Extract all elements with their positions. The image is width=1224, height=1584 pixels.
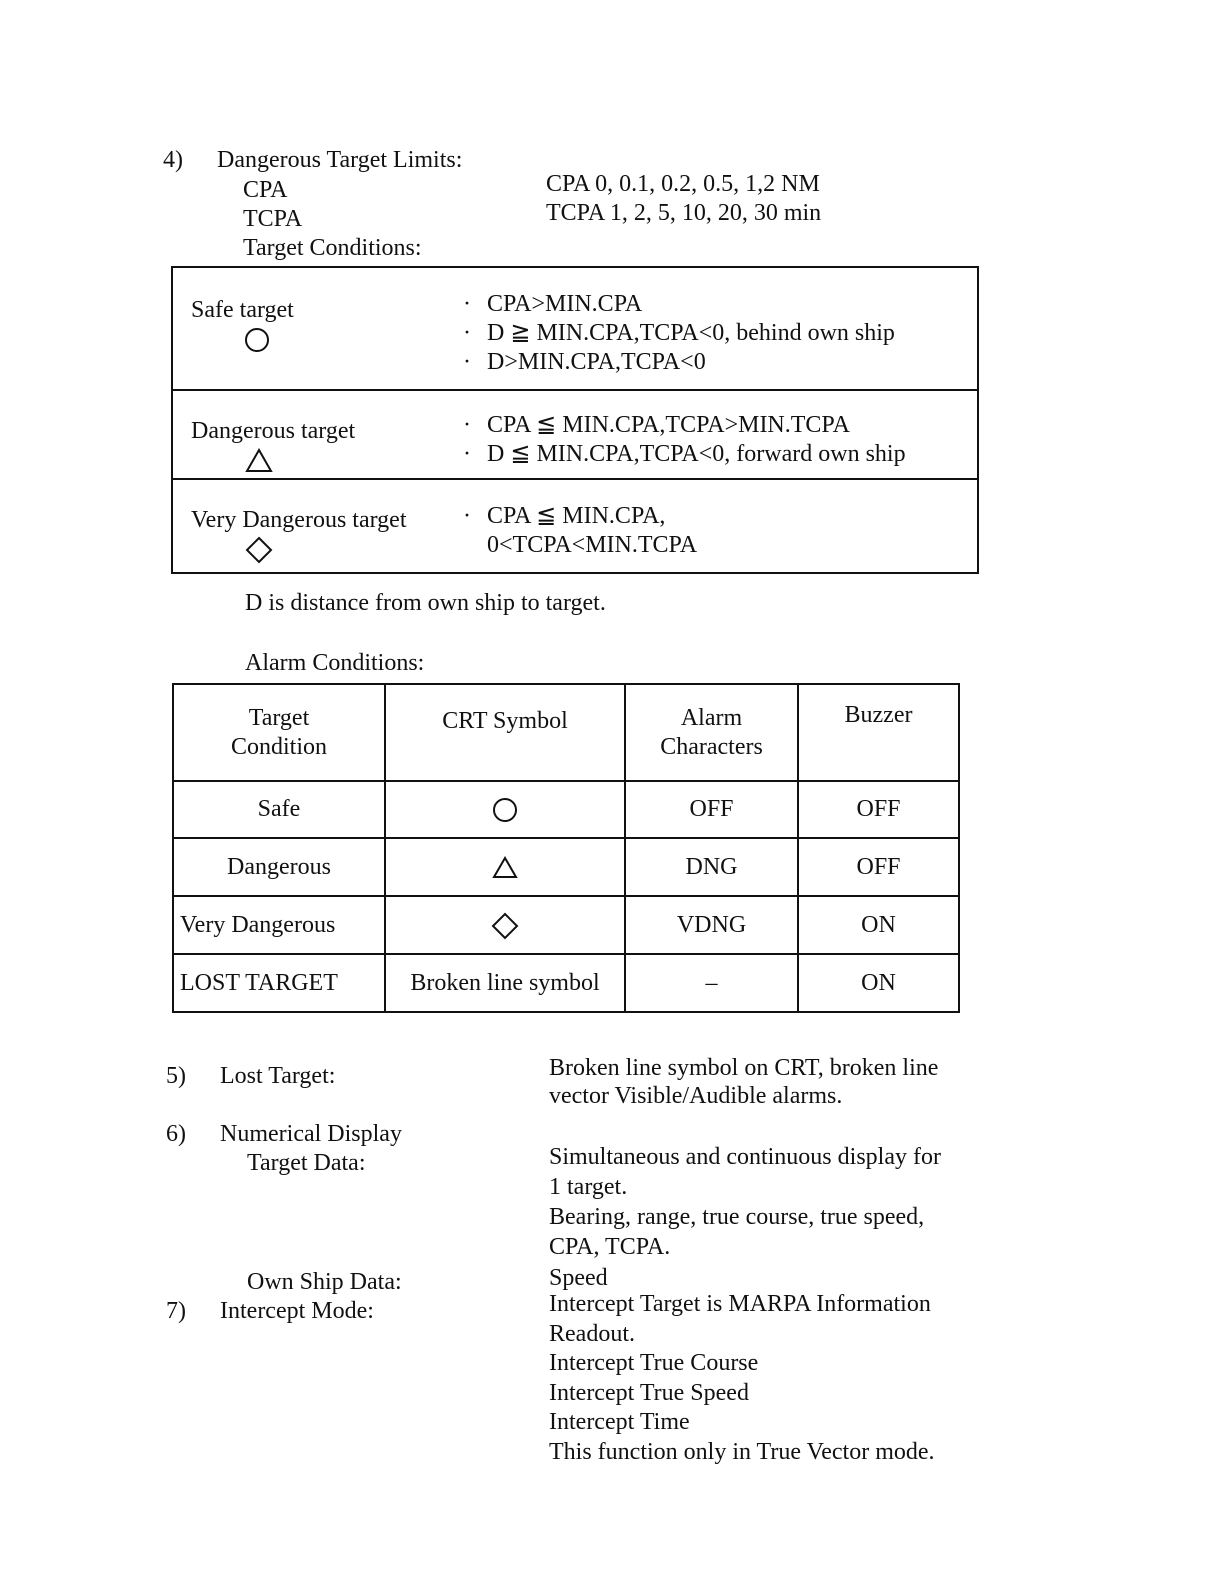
circle-icon bbox=[243, 326, 271, 354]
cell-symbol bbox=[385, 781, 625, 838]
tcpa-value: TCPA 1, 2, 5, 10, 20, 30 min bbox=[546, 200, 822, 226]
rule-line: · CPA ≦ MIN.CPA, bbox=[463, 503, 666, 529]
target-conditions-label: Target Conditions: bbox=[243, 235, 422, 261]
cell-buzzer: ON bbox=[798, 896, 959, 954]
header-target-condition: Target Condition bbox=[173, 684, 385, 781]
circle-icon bbox=[491, 796, 519, 824]
condition-rules bbox=[463, 502, 697, 560]
alarm-conditions-table bbox=[172, 683, 960, 1013]
header-buzzer: Buzzer bbox=[798, 684, 959, 781]
cell-buzzer: ON bbox=[798, 954, 959, 1012]
bullet: · bbox=[463, 441, 471, 467]
rule-line: · D ≦ MIN.CPA,TCPA<0, forward own ship bbox=[463, 441, 906, 467]
condition-name: Safe target bbox=[191, 297, 294, 323]
header-crt-symbol: CRT Symbol bbox=[385, 684, 625, 781]
section-5-number: 5) bbox=[166, 1063, 186, 1089]
tcpa-label: TCPA bbox=[243, 206, 303, 232]
section-7-label: Intercept Mode: bbox=[220, 1298, 374, 1324]
section-7-number: 7) bbox=[166, 1298, 186, 1324]
cell-alarm: VDNG bbox=[625, 896, 798, 954]
cell-symbol bbox=[385, 838, 625, 896]
bullet: · bbox=[463, 412, 471, 438]
diamond-icon bbox=[491, 912, 519, 940]
bullet: · bbox=[463, 349, 471, 375]
cell-alarm: DNG bbox=[625, 838, 798, 896]
rule-line: · CPA>MIN.CPA bbox=[463, 291, 643, 317]
own-ship-data-label: Own Ship Data: bbox=[247, 1269, 402, 1295]
distance-note: D is distance from own ship to target. bbox=[245, 590, 606, 616]
cell-condition: Safe bbox=[173, 781, 385, 838]
condition-rules bbox=[463, 290, 895, 377]
condition-name: Very Dangerous target bbox=[191, 507, 407, 533]
target-conditions-box bbox=[171, 266, 979, 574]
cell-buzzer: OFF bbox=[798, 781, 959, 838]
triangle-icon bbox=[245, 447, 273, 475]
cpa-value: CPA 0, 0.1, 0.2, 0.5, 1,2 NM bbox=[546, 171, 820, 197]
diamond-icon bbox=[245, 536, 273, 564]
own-ship-data-value: Speed bbox=[549, 1265, 608, 1291]
cell-condition: LOST TARGET bbox=[173, 954, 385, 1012]
cpa-label: CPA bbox=[243, 177, 288, 203]
condition-row-very-dangerous bbox=[173, 478, 977, 572]
bullet: · bbox=[463, 503, 471, 529]
table-header-row bbox=[173, 684, 959, 781]
target-data-label: Target Data: bbox=[247, 1150, 366, 1176]
cell-symbol: Broken line symbol bbox=[385, 954, 625, 1012]
condition-name: Dangerous target bbox=[191, 418, 356, 444]
header-alarm-characters: Alarm Characters bbox=[625, 684, 798, 781]
table-row bbox=[173, 896, 959, 954]
condition-row-dangerous bbox=[173, 389, 977, 478]
cell-alarm: OFF bbox=[625, 781, 798, 838]
condition-row-safe bbox=[173, 268, 977, 389]
section-6-number: 6) bbox=[166, 1121, 186, 1147]
cell-alarm: – bbox=[625, 954, 798, 1012]
section-4-number: 4) bbox=[163, 147, 183, 173]
rule-line: · CPA ≦ MIN.CPA,TCPA>MIN.TCPA bbox=[463, 412, 850, 438]
rule-line: · D>MIN.CPA,TCPA<0 bbox=[463, 349, 706, 375]
section-6-label: Numerical Display bbox=[220, 1121, 402, 1147]
table-row bbox=[173, 838, 959, 896]
section-4-title: Dangerous Target Limits: bbox=[217, 147, 463, 173]
alarm-conditions-label: Alarm Conditions: bbox=[245, 650, 425, 676]
cell-symbol bbox=[385, 896, 625, 954]
rule-line: · D ≧ MIN.CPA,TCPA<0, behind own ship bbox=[463, 320, 895, 346]
section-5-label: Lost Target: bbox=[220, 1063, 336, 1089]
rule-line: 0<TCPA<MIN.TCPA bbox=[487, 532, 698, 558]
cell-condition: Very Dangerous bbox=[173, 896, 385, 954]
condition-rules bbox=[463, 411, 906, 469]
table-row bbox=[173, 954, 959, 1012]
bullet: · bbox=[463, 320, 471, 346]
cell-condition: Dangerous bbox=[173, 838, 385, 896]
section-7-description: Intercept Target is MARPA Information Readout. Intercept True Course Intercept True Speed Intercept Time This function only in True Vector mode. bbox=[549, 1291, 935, 1465]
triangle-icon bbox=[491, 854, 519, 882]
table-row bbox=[173, 781, 959, 838]
bullet: · bbox=[463, 291, 471, 317]
cell-buzzer: OFF bbox=[798, 838, 959, 896]
target-data-description: Simultaneous and continuous display for 1 target. Bearing, range, true course, true speed, CPA, TCPA. bbox=[549, 1144, 941, 1260]
section-5-description: Broken line symbol on CRT, broken line vector Visible/Audible alarms. bbox=[549, 1055, 939, 1109]
